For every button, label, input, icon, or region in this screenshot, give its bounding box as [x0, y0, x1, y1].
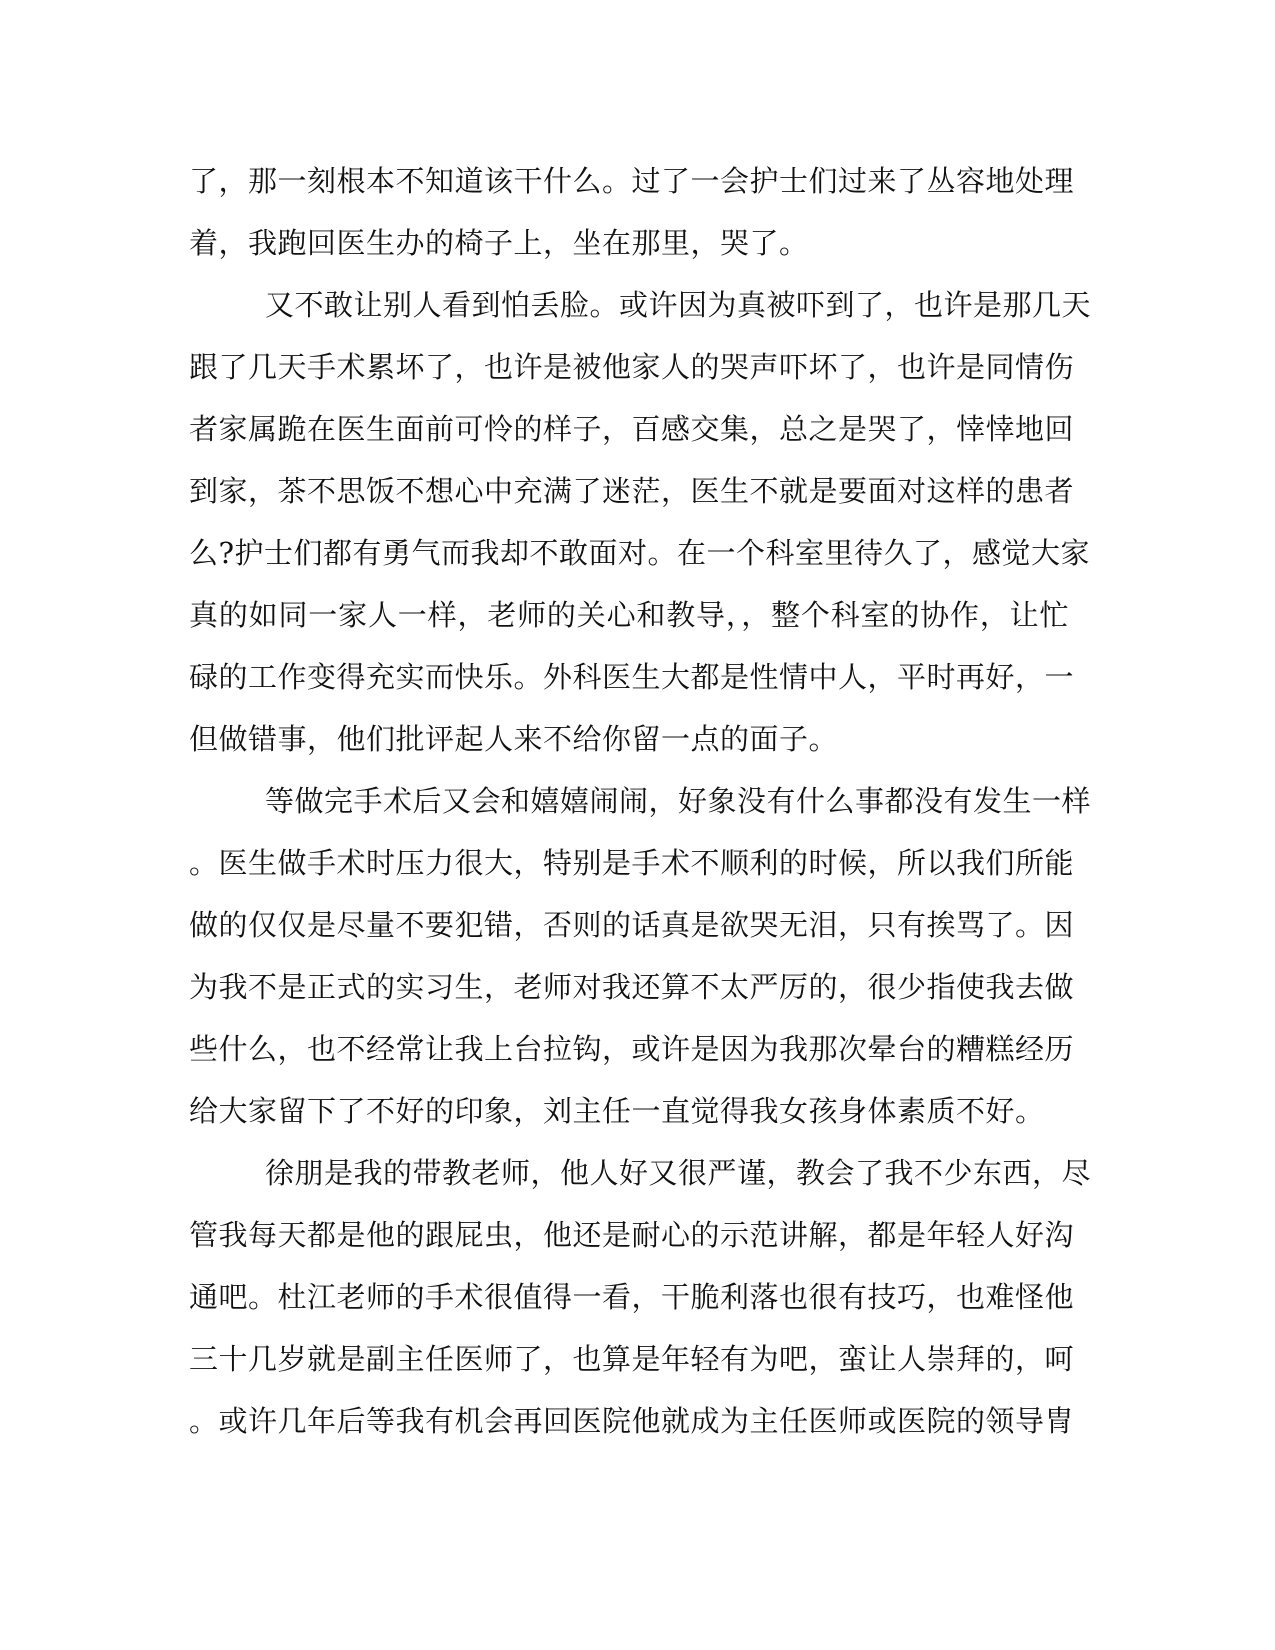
text-line: 给大家留下了不好的印象，刘主任一直觉得我女孩身体素质不好。 — [189, 1094, 1045, 1128]
body-text — [189, 162, 1092, 1464]
text-line: 为我不是正式的实习生，老师对我还算不太严厉的，很少指使我去做 — [189, 970, 1075, 1004]
text-line: 碌的工作变得充实而快乐。外科医生大都是性情中人，平时再好，一 — [189, 660, 1075, 694]
text-line: 三十几岁就是副主任医师了，也算是年轻有为吧，蛮让人崇拜的，呵 — [189, 1342, 1075, 1376]
text-line: 了，那一刻根本不知道该干什么。过了一会护士们过来了丛容地处理 — [189, 164, 1075, 198]
text-line: 等做完手术后又会和嬉嬉闹闹，好象没有什么事都没有发生一样 — [265, 784, 1092, 818]
text-line: 又不敢让别人看到怕丢脸。或许因为真被吓到了，也许是那几天 — [265, 288, 1092, 322]
text-line: 真的如同一家人一样，老师的关心和教导，，整个科室的协作，让忙 — [189, 598, 1069, 632]
text-line: 到家，茶不思饭不想心中充满了迷茫，医生不就是要面对这样的患者 — [189, 474, 1075, 508]
text-line: 着，我跑回医生办的椅子上，坐在那里，哭了。 — [189, 226, 809, 260]
text-line: 通吧。杜江老师的手术很值得一看，干脆利落也很有技巧，也难怪他 — [189, 1280, 1075, 1314]
text-line: 管我每天都是他的跟屁虫，他还是耐心的示范讲解，都是年轻人好沟 — [189, 1218, 1075, 1252]
text-line: 跟了几天手术累坏了，也许是被他家人的哭声吓坏了，也许是同情伤 — [189, 350, 1075, 384]
text-line: 么?护士们都有勇气而我却不敢面对。在一个科室里待久了，感觉大家 — [189, 536, 1091, 570]
text-line: 者家属跪在医生面前可怜的样子，百感交集，总之是哭了，悻悻地回 — [189, 412, 1075, 446]
text-line: 。或许几年后等我有机会再回医院他就成为主任医师或医院的领导冑 — [189, 1404, 1075, 1438]
text-line: 徐朋是我的带教老师，他人好又很严谨，教会了我不少东西，尽 — [265, 1156, 1092, 1190]
text-line: 但做错事，他们批评起人来不给你留一点的面子。 — [189, 722, 839, 756]
text-line: 。医生做手术时压力很大，特别是手术不顺利的时候，所以我们所能 — [189, 846, 1075, 880]
text-line: 做的仅仅是尽量不要犯错，否则的话真是欲哭无泪，只有挨骂了。因 — [189, 908, 1075, 942]
text-line: 些什么，也不经常让我上台拉钩，或许是因为我那次晕台的糟糕经历 — [189, 1032, 1075, 1066]
